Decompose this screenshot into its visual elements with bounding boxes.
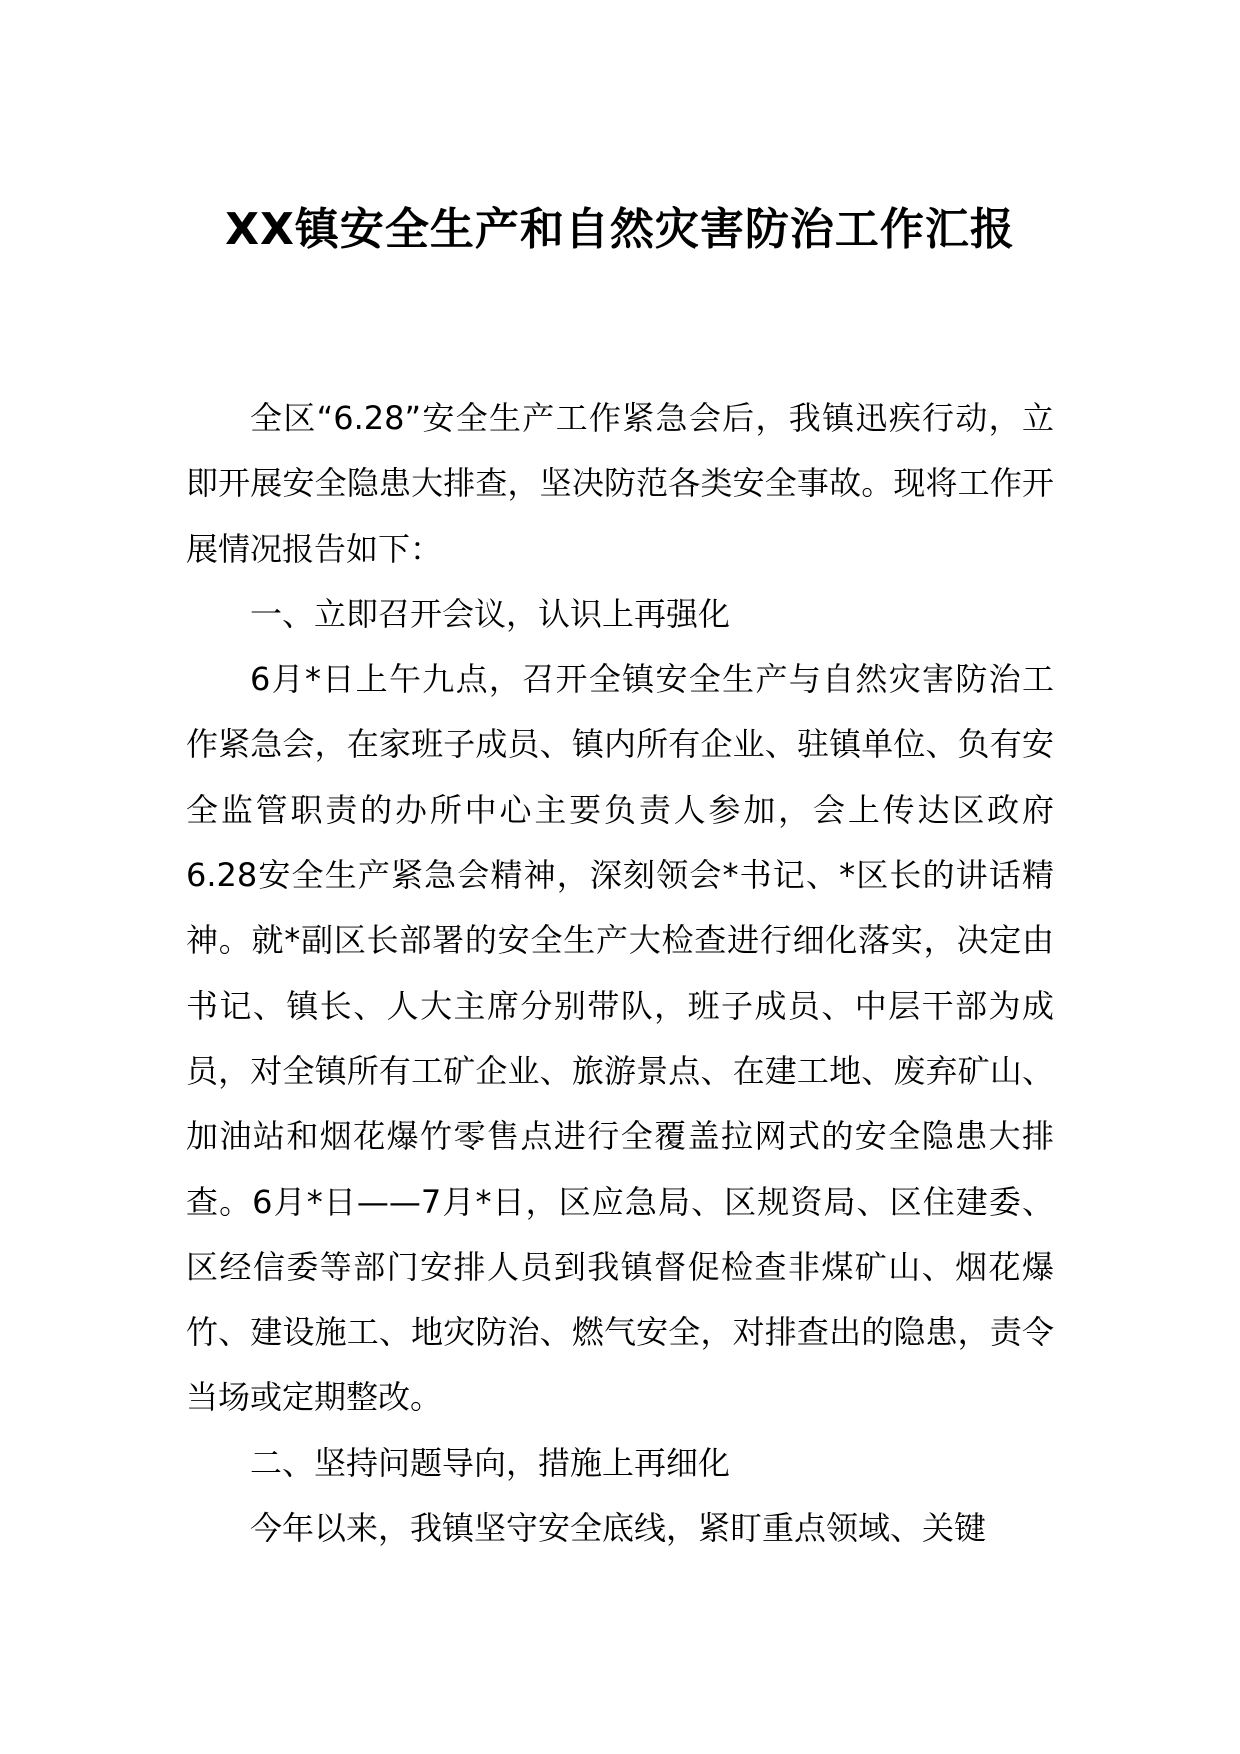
section-1-paragraph: 6月*日上午九点，召开全镇安全生产与自然灾害防治工作紧急会，在家班子成员、镇内所有企业、驻镇单位、负有安全监管职责的办所中心主要负责人参加，会上传达区政府6.28安全生产紧急会精神，深刻领会*书记、*区长的讲话精神。就*副区长部署的安全生产大检查进行细化落实，决定由书记、镇长、人大主席分别带队，班子成员、中层干部为成员，对全镇所有工矿企业、旅游景点、在建工地、废弃矿山、加油站和烟花爆竹零售点进行全覆盖拉网式的安全隐患大排查。6月*日——7月*日，区应急局、区规资局、区住建委、区经信委等部门安排人员到我镇督促检查非煤矿山、烟花爆竹、建设施工、地灾防治、燃气安全，对排查出的隐患，责令当场或定期整改。: [186, 660, 1054, 1417]
section-heading-2: 二、坚持问题导向，措施上再细化: [250, 1443, 731, 1482]
section-2-paragraph: 今年以来，我镇坚守安全底线，紧盯重点领域、关键: [250, 1509, 987, 1548]
document-body: [186, 386, 1054, 1561]
document-title: XX镇安全生产和自然灾害防治工作汇报: [225, 204, 1015, 255]
intro-paragraph: 全区“6.28”安全生产工作紧急会后，我镇迅疾行动，立即开展安全隐患大排查，坚决防范各类安全事故。现将工作开展情况报告如下：: [186, 399, 1054, 568]
section-heading-1: 一、立即召开会议，认识上再强化: [250, 594, 731, 633]
